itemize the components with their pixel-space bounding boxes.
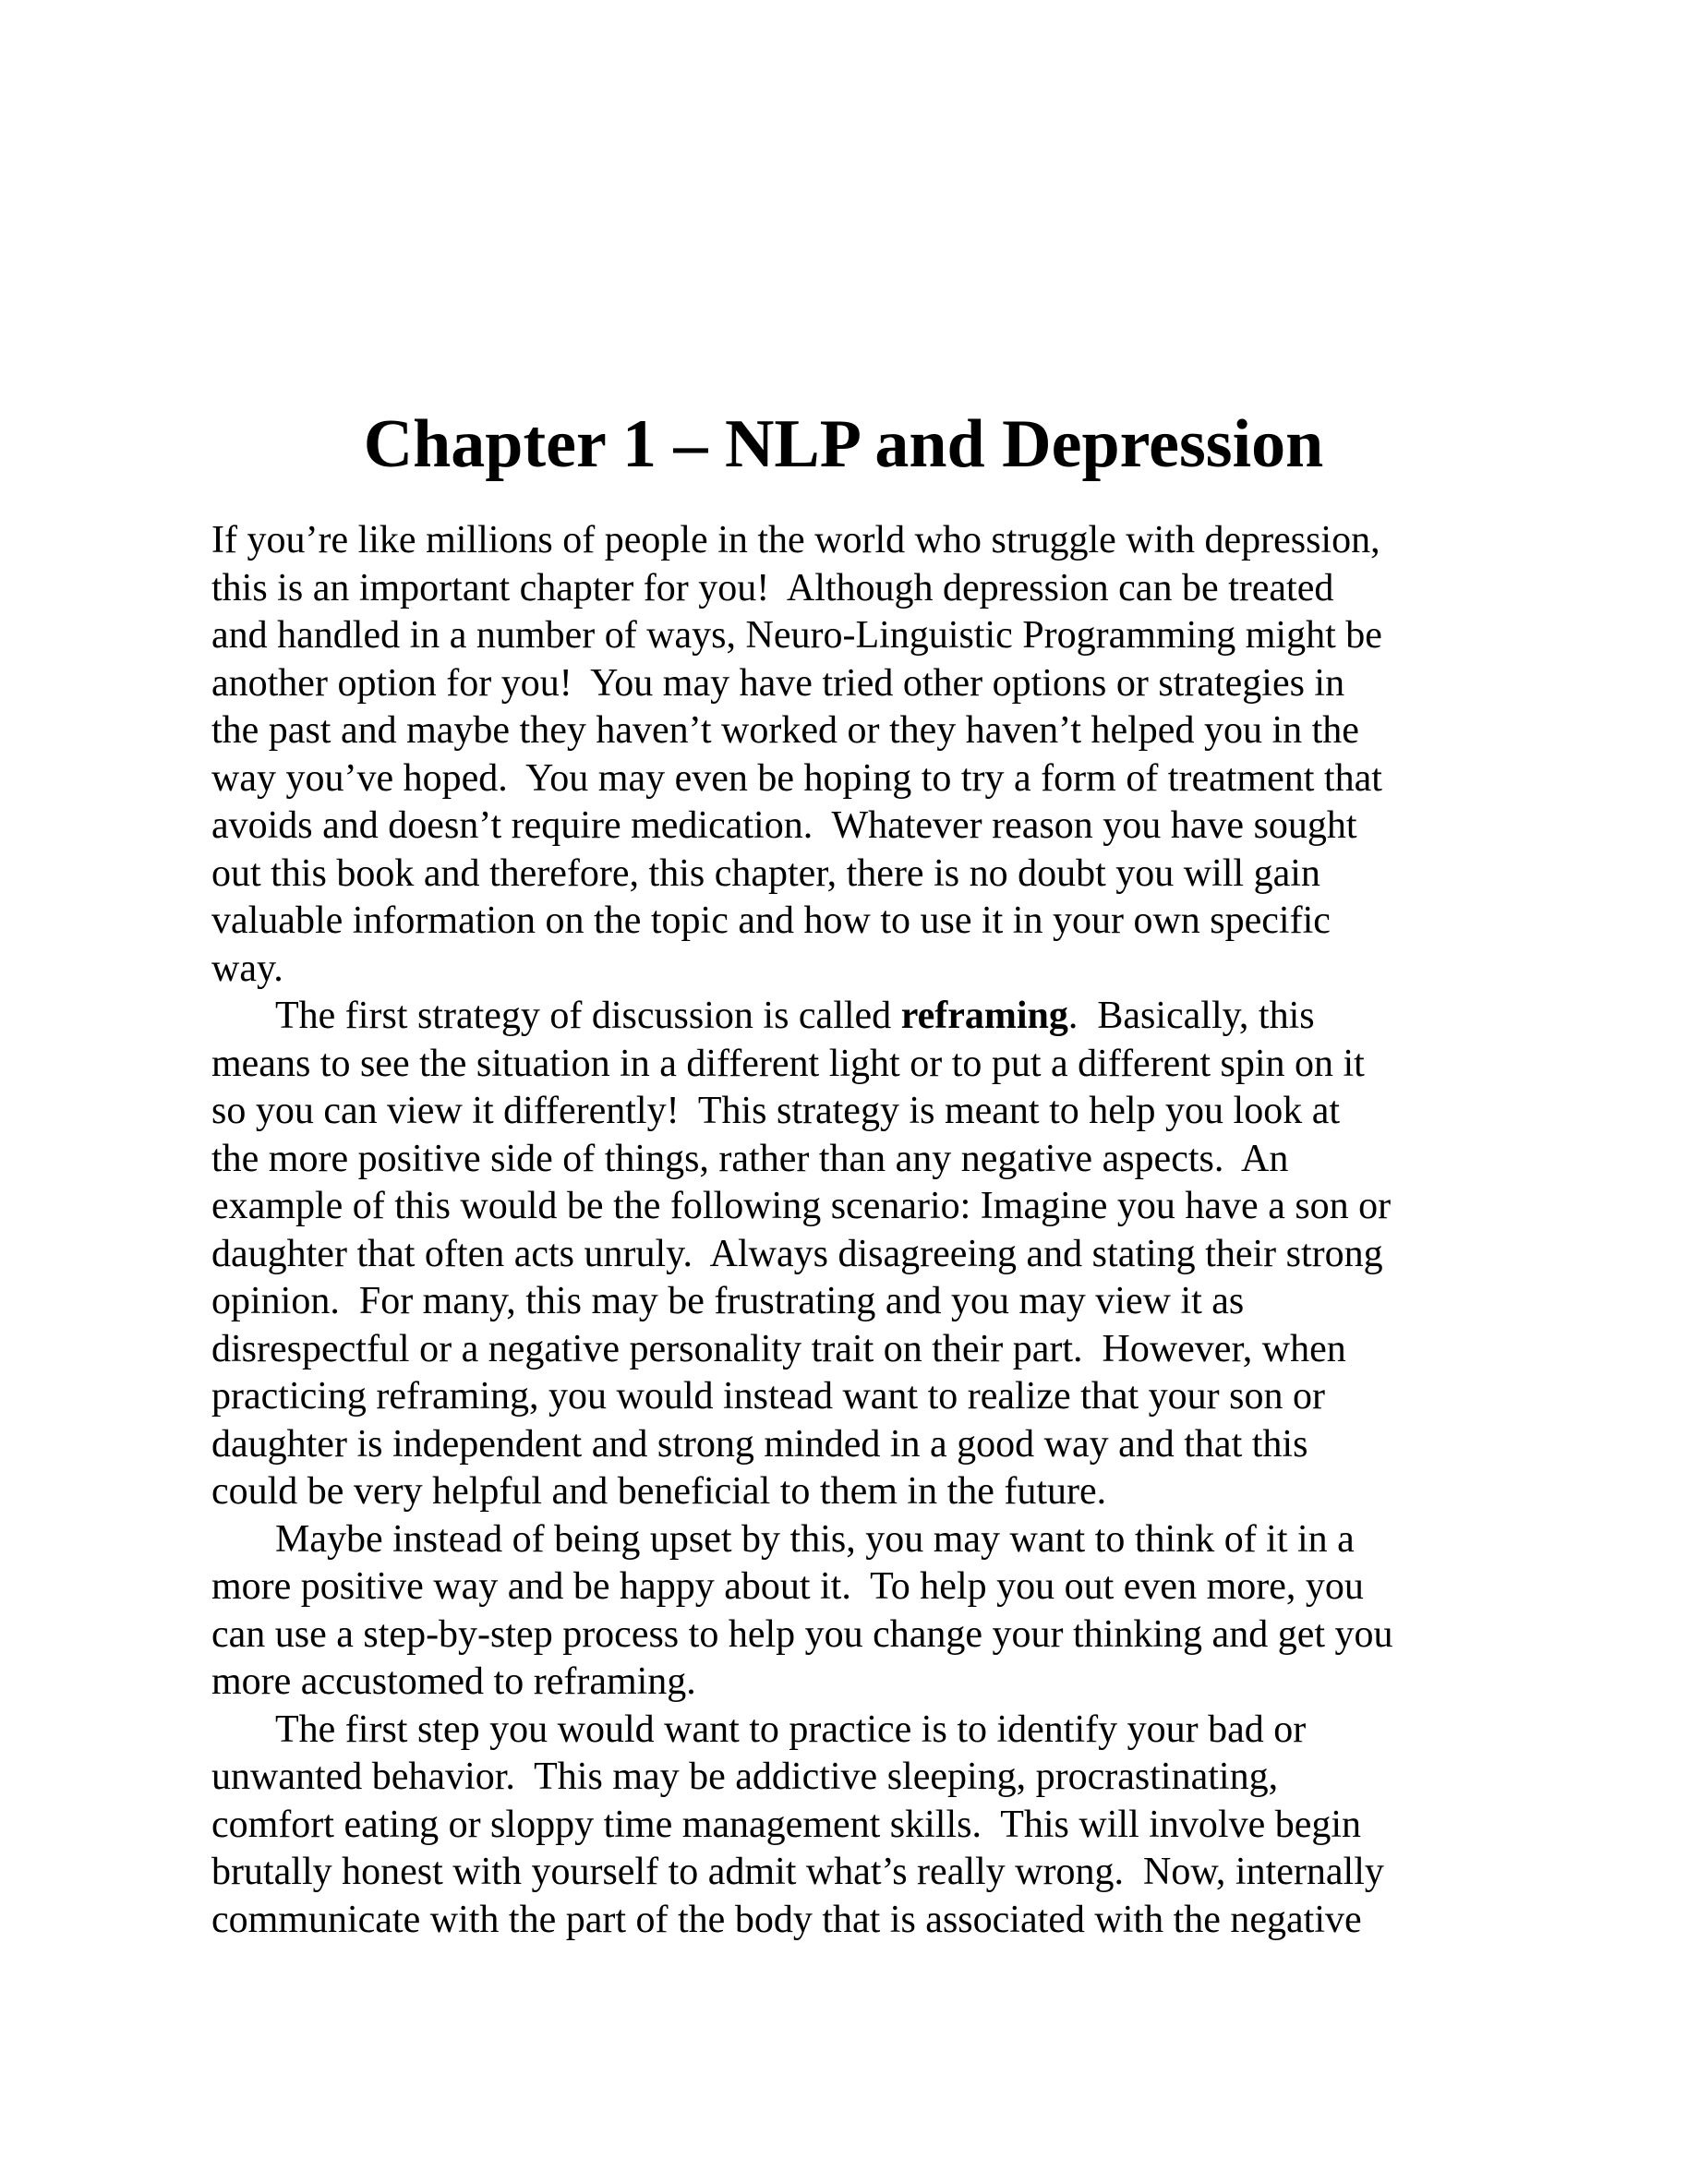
text-line: The first step you would want to practice is to identify your bad or <box>275 1707 1307 1751</box>
text-line: more accustomed to reframing. <box>211 1660 696 1703</box>
text-segment: The first strategy of discussion is called <box>275 995 901 1037</box>
text-line: opinion. For many, this may be frustrating and you may view it as <box>211 1280 1245 1322</box>
emphasized-term: reframing <box>900 995 1068 1037</box>
text-line: valuable information on the topic and how to use it in your own specific <box>211 899 1331 942</box>
text-line: and handled in a number of ways, Neuro-Linguistic Programming might be <box>211 614 1382 657</box>
text-line: the past and maybe they haven’t worked or they haven’t helped you in the <box>211 709 1359 752</box>
text-line: way you’ve hoped. You may even be hoping to try a form of treatment that <box>211 756 1382 800</box>
text-line: means to see the situation in a different light or to put a different spin on it <box>211 1042 1365 1085</box>
text-line: daughter that often acts unruly. Always disagreeing and stating their strong <box>211 1232 1383 1275</box>
chapter-title: Chapter 1 – NLP and Depression <box>363 406 1324 482</box>
text-line: communicate with the part of the body that is associated with the negative <box>211 1898 1362 1941</box>
text-line: avoids and doesn’t require medication. Whatever reason you have sought <box>211 804 1357 847</box>
chapter-body <box>211 517 1523 1944</box>
text-line: could be very helpful and beneficial to them in the future. <box>211 1470 1107 1513</box>
text-line: so you can view it differently! This strategy is meant to help you look at <box>211 1090 1341 1132</box>
text-line: practicing reframing, you would instead want to realize that your son or <box>211 1375 1325 1418</box>
text-line: out this book and therefore, this chapter, there is no doubt you will gain <box>211 851 1320 895</box>
text-line: the more positive side of things, rather than any negative aspects. An <box>211 1137 1289 1180</box>
text-line: this is an important chapter for you! Although depression can be treated <box>211 566 1334 609</box>
text-line: disrespectful or a negative personality trait on their part. However, when <box>211 1327 1346 1370</box>
text-line: unwanted behavior. This may be addictive sleeping, procrastinating, <box>211 1756 1279 1798</box>
text-line: more positive way and be happy about it. To help you out even more, you <box>211 1565 1364 1608</box>
text-line: brutally honest with yourself to admit what’s really wrong. Now, internally <box>211 1851 1384 1893</box>
text-line: can use a step-by-step process to help you change your thinking and get you <box>211 1612 1393 1656</box>
text-line: way. <box>211 947 283 990</box>
text-line: daughter is independent and strong minded in a good way and that this <box>211 1422 1308 1466</box>
text-line: example of this would be the following scenario: Imagine you have a son or <box>211 1185 1392 1227</box>
text-line: Maybe instead of being upset by this, you may want to think of it in a <box>275 1517 1355 1561</box>
text-line: another option for you! You may have tried other options or strategies in <box>211 661 1345 705</box>
text-line: If you’re like millions of people in the world who struggle with depression, <box>211 519 1380 561</box>
text-line: comfort eating or sloppy time management skills. This will involve begin <box>211 1803 1362 1846</box>
text-line-with-emphasis <box>211 993 1523 1041</box>
text-segment: . Basically, this <box>1067 995 1315 1037</box>
